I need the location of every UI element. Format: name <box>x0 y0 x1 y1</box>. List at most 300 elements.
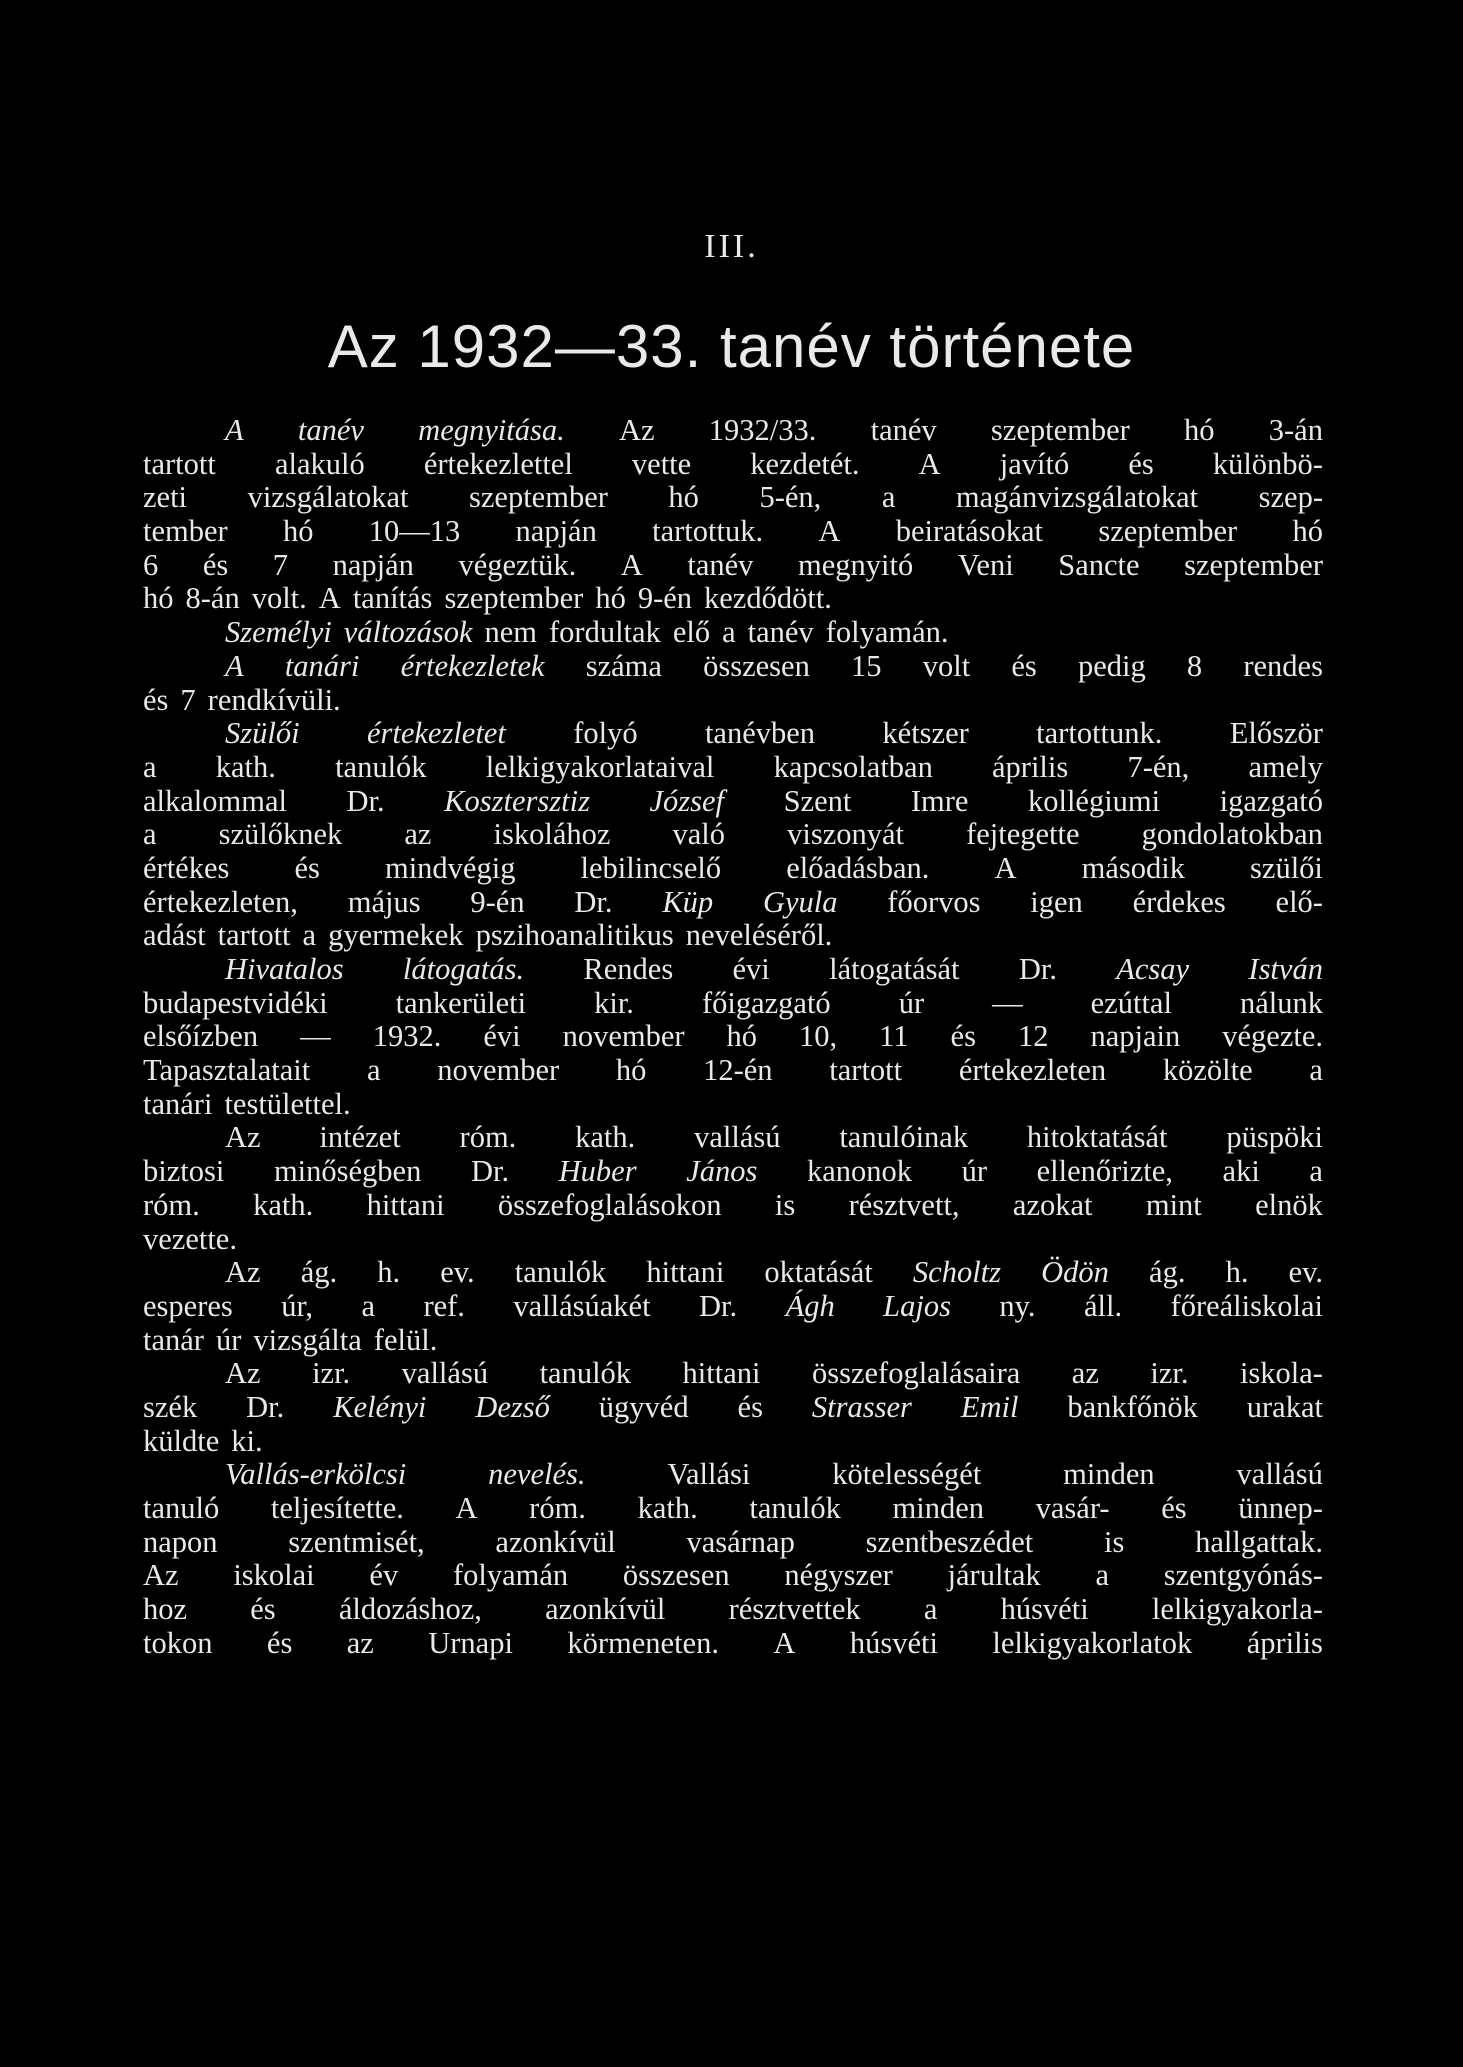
word: Szent <box>783 783 852 818</box>
word: tember <box>143 514 228 549</box>
text-line <box>143 684 1323 718</box>
text-line <box>143 549 1323 583</box>
word: ev. <box>1288 1255 1323 1290</box>
word: Az <box>143 1558 179 1593</box>
word: értekezlettel <box>423 446 573 481</box>
text-line <box>143 953 1323 987</box>
word: izr. <box>312 1356 351 1391</box>
word: is <box>774 1187 796 1222</box>
word: 8 <box>1186 648 1203 683</box>
word: A <box>994 850 1017 885</box>
text-line <box>143 515 1323 549</box>
word: értekezleten, <box>143 884 298 919</box>
text-line <box>143 481 1323 515</box>
word: A <box>455 1491 478 1525</box>
word: ügyvéd <box>598 1389 689 1424</box>
word: esperes <box>143 1288 233 1323</box>
word: elsőízben <box>143 1019 259 1054</box>
word: tanár <box>143 1322 204 1357</box>
word: tartott <box>143 446 216 481</box>
word: és <box>1128 446 1154 481</box>
word: évi <box>483 1019 521 1054</box>
word: iskola- <box>1239 1356 1323 1391</box>
word: résztvettek <box>728 1592 861 1627</box>
word: püspöki <box>1226 1120 1323 1155</box>
word: a <box>302 918 317 953</box>
word: ünnep- <box>1238 1491 1323 1525</box>
word: elő- <box>1275 884 1323 919</box>
word: urakat <box>1246 1389 1323 1424</box>
word: — <box>300 1019 331 1054</box>
word: 11 <box>879 1019 909 1054</box>
word: év <box>369 1558 399 1593</box>
word: rendkívüli. <box>207 682 341 717</box>
word: és <box>294 850 320 885</box>
word: vasárnap <box>686 1524 795 1559</box>
word: nálunk <box>1239 985 1323 1020</box>
word: az <box>346 1625 374 1660</box>
word: ki. <box>231 1423 263 1458</box>
word: — <box>992 985 1023 1020</box>
word: látogatását <box>829 952 960 986</box>
italic-word: megnyitása. <box>418 413 565 447</box>
word: lelkigyakorla- <box>1151 1592 1323 1627</box>
word: pedig <box>1077 648 1146 683</box>
word: mindvégig <box>384 850 516 885</box>
word: ref. <box>423 1288 465 1323</box>
word: résztvett, <box>848 1187 960 1222</box>
word: Sancte <box>1058 547 1140 582</box>
text-line <box>143 717 1323 751</box>
italic-word: Acsay <box>1116 952 1190 986</box>
word: ev. <box>440 1255 475 1290</box>
word: amely <box>1248 749 1323 784</box>
word: beiratásokat <box>895 514 1044 549</box>
word: május <box>347 884 421 919</box>
word: úr <box>961 1154 988 1189</box>
word: folyamán. <box>825 615 949 650</box>
word: 10—13 <box>368 514 461 549</box>
word: a <box>143 817 157 852</box>
word: hittani <box>682 1356 761 1391</box>
word: h. <box>377 1255 401 1290</box>
text-line <box>143 1357 1323 1391</box>
word: hó <box>143 581 174 616</box>
word: fejtegette <box>966 817 1080 852</box>
word: szentgyónás- <box>1163 1558 1323 1593</box>
word: Dr. <box>574 884 613 919</box>
italic-word: Hivatalos <box>225 952 344 986</box>
word: vallásúakét <box>513 1288 651 1323</box>
word: kir. <box>594 985 634 1020</box>
word: szeptember <box>1184 547 1323 582</box>
word: neveléséről. <box>685 918 833 953</box>
word: gyermekek <box>328 918 464 953</box>
text-line <box>143 1559 1323 1593</box>
word: különbö- <box>1212 446 1323 481</box>
italic-word: Küp <box>662 884 714 919</box>
italic-word: változások <box>343 615 473 650</box>
word: iskolához <box>493 817 611 852</box>
text-line <box>143 1593 1323 1627</box>
word: volt <box>922 648 971 683</box>
word: hó <box>726 1019 758 1054</box>
word: tartottunk. <box>1036 716 1163 751</box>
word: főorvos <box>887 884 981 919</box>
word: vette <box>631 446 692 481</box>
italic-word: János <box>686 1154 758 1189</box>
word: úr <box>215 1322 242 1357</box>
word: volt. <box>251 581 307 616</box>
word: tanulók <box>539 1356 632 1391</box>
word: szeptember <box>444 581 584 616</box>
word: róm. <box>459 1120 517 1155</box>
word: oktatását <box>764 1255 873 1290</box>
italic-word: tanári <box>284 648 360 683</box>
word: 5-én, <box>759 480 822 515</box>
word: Először <box>1229 716 1323 751</box>
word: napján <box>515 514 597 549</box>
word: azonkívül <box>495 1524 616 1559</box>
word: Dr. <box>246 1389 285 1424</box>
word: gondolatokban <box>1141 817 1323 852</box>
text-line <box>143 818 1323 852</box>
word: róm. <box>529 1491 586 1525</box>
italic-word: Scholtz <box>912 1255 1002 1290</box>
word: és <box>950 1019 976 1054</box>
word: hittani <box>366 1187 445 1222</box>
text-line <box>143 448 1323 482</box>
word: végezte. <box>1222 1019 1323 1054</box>
word: 3-án <box>1268 413 1323 447</box>
text-line <box>143 785 1323 819</box>
word: tokon <box>143 1625 213 1660</box>
word: hittani <box>646 1255 725 1290</box>
word: hó <box>595 581 626 616</box>
word: Dr. <box>699 1288 738 1323</box>
word: tanév <box>687 547 754 582</box>
word: Az <box>618 413 655 447</box>
word: A <box>318 581 341 616</box>
word: lebilincselő <box>580 850 722 885</box>
word: vasár- <box>1035 1491 1110 1525</box>
text-line <box>143 1425 1323 1459</box>
word: hó <box>1292 514 1323 549</box>
word: összefoglalásokon <box>497 1187 722 1222</box>
word: szülőknek <box>218 817 343 852</box>
word: tartott <box>217 918 291 953</box>
text-line <box>143 650 1323 684</box>
word: Az <box>225 1120 261 1155</box>
italic-word: István <box>1248 952 1323 986</box>
italic-word: Ödön <box>1041 1255 1109 1290</box>
text-line <box>143 919 1323 953</box>
word: húsvéti <box>849 1625 938 1660</box>
text-line <box>143 1324 1323 1358</box>
text-line <box>143 987 1323 1021</box>
word: és <box>202 547 229 582</box>
italic-word: Ágh <box>785 1288 835 1323</box>
word: ág. <box>1149 1255 1186 1290</box>
word: úr <box>898 985 925 1020</box>
word: kezdődött. <box>704 581 832 616</box>
word: 9-én <box>637 581 693 616</box>
word: bankfőnök <box>1067 1389 1198 1424</box>
word: ág. <box>300 1255 338 1290</box>
word: szeptember <box>990 413 1130 447</box>
word: alkalommal <box>143 783 287 818</box>
word: tanulóinak <box>839 1120 969 1155</box>
word: A <box>818 514 841 549</box>
italic-word: József <box>649 783 725 818</box>
word: tartott <box>829 1053 903 1088</box>
word: igazgató <box>1219 783 1323 818</box>
word: Tapasztalatait <box>143 1053 311 1088</box>
word: Dr. <box>1018 952 1057 986</box>
word: 1932. <box>372 1019 442 1054</box>
word: a <box>1309 1154 1323 1189</box>
word: nem <box>484 615 537 650</box>
word: mint <box>1145 1187 1202 1222</box>
word: kanonok <box>806 1154 912 1189</box>
italic-word: A <box>225 648 244 683</box>
word: Az <box>225 1356 261 1391</box>
word: tanév <box>870 413 937 447</box>
word: értekezleten <box>958 1053 1107 1088</box>
word: hó <box>1184 413 1215 447</box>
word: húsvéti <box>1000 1592 1089 1627</box>
word: kollégiumi <box>1027 783 1161 818</box>
word: előadásban. <box>786 850 930 885</box>
text-line <box>143 751 1323 785</box>
word: hoz <box>143 1592 188 1627</box>
word: elő <box>672 615 711 650</box>
word: és <box>1011 648 1037 683</box>
word: szep- <box>1258 480 1323 515</box>
word: azonkívül <box>545 1592 666 1627</box>
word: a <box>143 749 157 784</box>
word: Vallási <box>667 1457 751 1492</box>
word: vezette. <box>143 1221 237 1256</box>
text-line <box>143 582 1323 616</box>
word: kötelességét <box>832 1457 982 1492</box>
word: tanulók <box>514 1255 607 1290</box>
word: áll. <box>1083 1288 1123 1323</box>
word: alakuló <box>274 446 365 481</box>
word: közölte <box>1162 1053 1253 1088</box>
word: tankerületi <box>395 985 527 1020</box>
word: a <box>1309 1053 1323 1088</box>
word: vizsgálta <box>253 1322 362 1357</box>
italic-word: tanév <box>297 413 364 447</box>
word: szülői <box>1250 850 1323 885</box>
word: évi <box>732 952 770 986</box>
italic-word: Szülői <box>225 716 300 751</box>
text-line <box>143 1391 1323 1425</box>
italic-word: Huber <box>558 1154 637 1189</box>
word: lelkigyakorlataival <box>485 749 715 784</box>
italic-word: értekezletek <box>400 648 545 683</box>
text-line <box>143 616 1323 650</box>
word: úr, <box>281 1288 314 1323</box>
word: folyamán <box>452 1558 569 1593</box>
italic-word: Strasser <box>811 1389 912 1424</box>
word: elnök <box>1255 1187 1323 1222</box>
word: tanítás <box>352 581 433 616</box>
word: és <box>143 682 169 717</box>
word: Rendes <box>583 952 674 986</box>
word: kath. <box>637 1491 698 1525</box>
word: a <box>923 1592 938 1627</box>
word: szék <box>143 1389 198 1424</box>
word: szentbeszédet <box>865 1524 1034 1559</box>
word: kezdetét. <box>750 446 860 481</box>
italic-word: Lajos <box>883 1288 951 1323</box>
word: felül. <box>373 1322 438 1357</box>
word: küldte <box>143 1423 220 1458</box>
word: megnyitó <box>797 547 914 582</box>
word: tanév <box>747 615 814 650</box>
word: A <box>918 446 941 481</box>
word: vizsgálatokat <box>247 480 409 515</box>
text-line <box>143 1155 1323 1189</box>
word: Dr. <box>346 783 385 818</box>
section-number: III. <box>704 228 759 265</box>
text-line <box>143 1054 1323 1088</box>
word: viszonyát <box>787 817 905 852</box>
word: izr. <box>1150 1356 1189 1391</box>
word: hó <box>282 514 314 549</box>
word: vallású <box>694 1120 781 1155</box>
word: november <box>437 1053 560 1088</box>
word: a <box>366 1053 381 1088</box>
italic-word: A <box>225 413 244 447</box>
word: a <box>1095 1558 1109 1593</box>
italic-word: látogatás. <box>402 952 525 986</box>
word: ellenőrizte, <box>1036 1154 1173 1189</box>
word: az <box>1071 1356 1099 1391</box>
word: való <box>672 817 726 852</box>
word: április <box>992 749 1069 784</box>
word: is <box>1104 1524 1125 1559</box>
word: ezúttal <box>1090 985 1172 1020</box>
word: összesen <box>703 648 810 683</box>
word: 12 <box>1017 1019 1049 1054</box>
word: 8-án <box>185 581 240 616</box>
italic-word: nevelés. <box>488 1457 586 1492</box>
word: ny. <box>999 1288 1036 1323</box>
text-line <box>143 414 1323 448</box>
italic-word: Dezső <box>475 1389 550 1424</box>
word: A <box>620 547 643 582</box>
word: napján <box>332 547 414 582</box>
text-line <box>143 1223 1323 1257</box>
text-line <box>143 1020 1323 1054</box>
word: kapcsolatban <box>773 749 933 784</box>
italic-word: Emil <box>960 1389 1019 1424</box>
word: biztosi <box>143 1154 225 1189</box>
word: tanulók <box>749 1491 841 1525</box>
word: napon <box>143 1524 218 1559</box>
text-line <box>143 1189 1323 1223</box>
word: Imre <box>910 783 969 818</box>
word: és <box>266 1625 293 1660</box>
word: pszihoanalitikus <box>475 918 674 953</box>
word: Az <box>225 1255 261 1290</box>
word: vallású <box>401 1356 489 1391</box>
word: járultak <box>947 1558 1041 1593</box>
word: hó <box>615 1053 647 1088</box>
text-line <box>143 1526 1323 1560</box>
text-line <box>143 1492 1323 1526</box>
word: kath. <box>575 1120 636 1155</box>
italic-word: Személyi <box>225 615 332 650</box>
word: kétszer <box>882 716 969 751</box>
word: kath. <box>253 1187 314 1222</box>
word: körmeneten. <box>567 1625 719 1660</box>
word: hó <box>668 480 699 515</box>
word: a <box>361 1288 375 1323</box>
word: aki <box>1222 1154 1260 1189</box>
word: zeti <box>143 480 188 515</box>
word: szeptember <box>1098 514 1238 549</box>
text-line <box>143 1458 1323 1492</box>
word: négyszer <box>784 1558 893 1593</box>
text-line <box>143 1121 1323 1155</box>
word: fordultak <box>549 615 661 650</box>
word: második <box>1081 850 1185 885</box>
word: április <box>1246 1625 1323 1660</box>
word: és <box>1161 1491 1187 1525</box>
text-line <box>143 886 1323 920</box>
word: 9-én <box>470 884 525 919</box>
body-text <box>143 414 1323 1660</box>
word: adást <box>143 918 206 953</box>
word: Dr. <box>470 1154 510 1189</box>
word: tanulók <box>335 749 427 784</box>
word: magánvizsgálatokat <box>955 480 1199 515</box>
word: budapestvidéki <box>143 985 328 1020</box>
text-line <box>143 852 1323 886</box>
word: minden <box>892 1491 984 1525</box>
word: napjain <box>1090 1019 1181 1054</box>
word: szeptember <box>469 480 608 515</box>
text-line <box>143 1256 1323 1290</box>
italic-word: Gyula <box>762 884 838 919</box>
word: 1932/33. <box>708 413 817 447</box>
word: száma <box>585 648 662 683</box>
italic-word: Kelényi <box>333 1389 427 1424</box>
word: 6 <box>143 547 159 582</box>
word: főigazgató <box>701 985 831 1020</box>
page-title: Az 1932—33. tanév története <box>327 313 1136 380</box>
italic-word: Kosztersztiz <box>444 783 590 818</box>
word: 7 <box>180 682 196 717</box>
word: 15 <box>851 648 882 683</box>
word: hallgattak. <box>1195 1524 1323 1559</box>
word: azokat <box>1012 1187 1093 1222</box>
word: 12-én <box>703 1053 773 1088</box>
word: minden <box>1063 1457 1155 1492</box>
text-line <box>143 1088 1323 1122</box>
word: tartottuk. <box>652 514 764 549</box>
word: 7 <box>272 547 289 582</box>
text-line <box>143 1290 1323 1324</box>
word: testülettel. <box>224 1086 351 1121</box>
word: igen <box>1030 884 1083 919</box>
word: lelkigyakorlatok <box>992 1625 1193 1660</box>
word: a <box>722 615 736 650</box>
